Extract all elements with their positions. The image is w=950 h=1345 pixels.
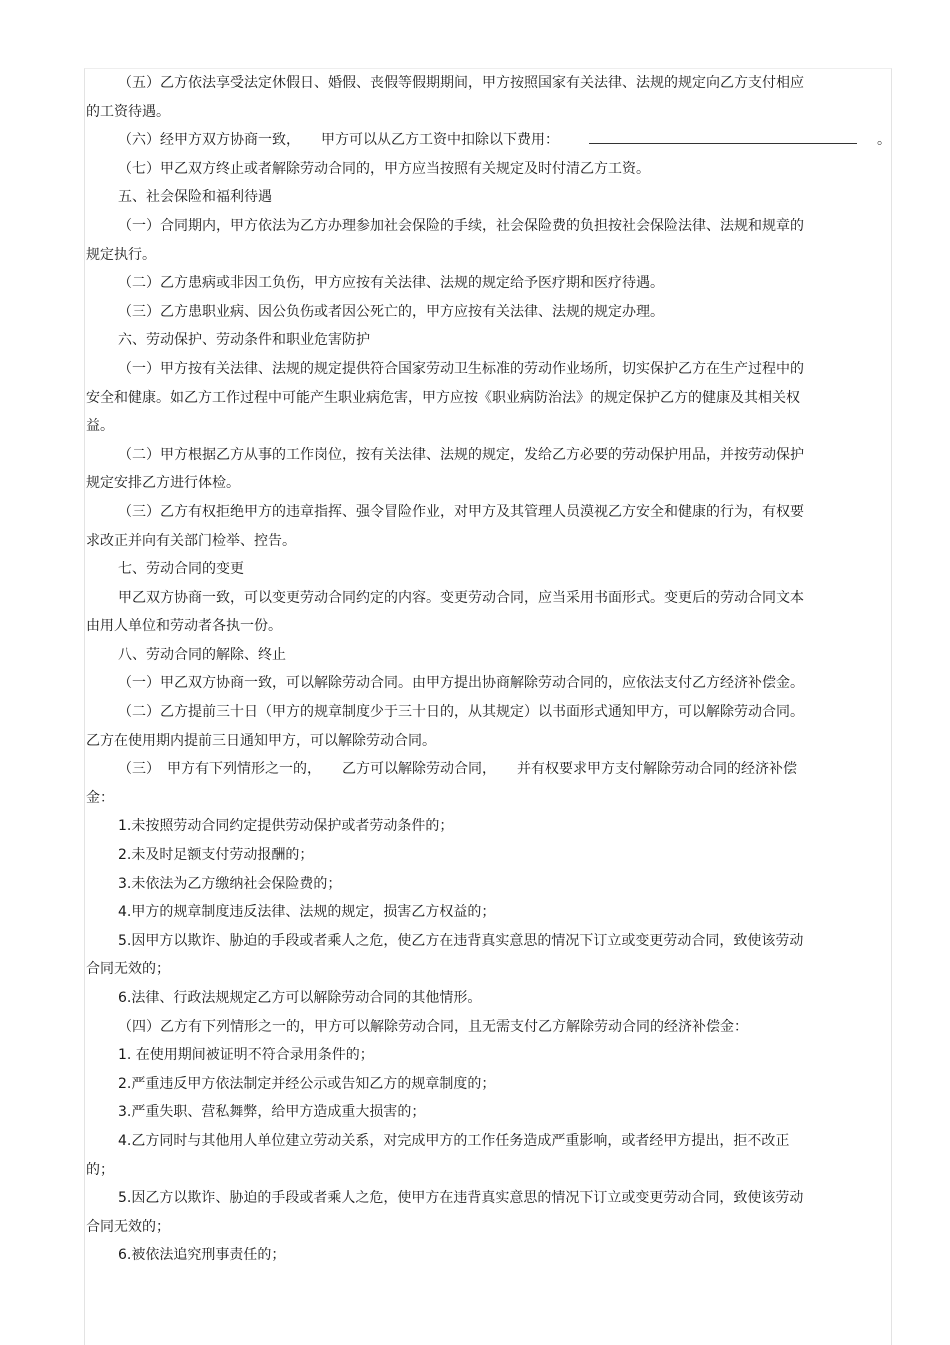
list-item: 3.严重失职、营私舞弊，给甲方造成重大损害的； bbox=[118, 1104, 426, 1121]
section-6-item-1: （一）甲方按有关法律、法规的规定提供符合国家劳动卫生标准的劳动作业场所，切实保护乙方在生产过程中的安全和健康。如乙方工作过程中可能产生职业病危害，甲方应按《职业病防治法》的规定保护乙方的健康及其相关权益。 bbox=[86, 360, 804, 435]
section-8-item-2: （二）乙方提前三十日（甲方的规章制度少于三十日的，从其规定）以书面形式通知甲方，可以解除劳动合同。乙方在使用期内提前三日通知甲方，可以解除劳动合同。 bbox=[86, 704, 804, 749]
section-5-heading: 五、社会保险和福利待遇 bbox=[118, 189, 272, 206]
clause-5-holiday-pay: （五）乙方依法享受法定休假日、婚假、丧假等假期期间，甲方按照国家有关法律、法规的规定向乙方支付相应的工资待遇。 bbox=[86, 75, 804, 120]
section-7-body: 甲乙双方协商一致，可以变更劳动合同约定的内容。变更劳动合同，应当采用书面形式。变更后的劳动合同文本由用人单位和劳动者各执一份。 bbox=[86, 589, 804, 635]
document-body bbox=[86, 69, 891, 1270]
list-item: 2.未及时足额支付劳动报酬的； bbox=[118, 847, 314, 864]
list-item: 1.未按照劳动合同约定提供劳动保护或者劳动条件的； bbox=[118, 818, 454, 835]
section-8-item-3: （三） 甲方有下列情形之一的， 乙方可以解除劳动合同， 并有权要求甲方支付解除劳动合同的经济补偿金： bbox=[86, 761, 797, 806]
section-8-item-1: （一）甲乙双方协商一致，可以解除劳动合同。由甲方提出协商解除劳动合同的，应依法支付乙方经济补偿金。 bbox=[118, 675, 804, 692]
section-5-item-1: （一）合同期内，甲方依法为乙方办理参加社会保险的手续，社会保险费的负担按社会保险法律、法规和规章的规定执行。 bbox=[86, 217, 804, 263]
section-5-item-2: （二）乙方患病或非因工负伤，甲方应按有关法律、法规的规定给予医疗期和医疗待遇。 bbox=[118, 275, 664, 292]
section-8-heading: 八、劳动合同的解除、终止 bbox=[118, 646, 286, 663]
list-item: 6.被依法追究刑事责任的； bbox=[118, 1247, 286, 1264]
clause-6-deduction-text: （六）经甲方双方协商一致， 甲方可以从乙方工资中扣除以下费用： bbox=[118, 132, 559, 149]
section-6-item-2: （二）甲方根据乙方从事的工作岗位，按有关法律、法规的规定，发给乙方必要的劳动保护用品，并按劳动保护规定安排乙方进行体检。 bbox=[86, 446, 804, 492]
list-item: 5.因乙方以欺诈、胁迫的手段或者乘人之危，使甲方在违背真实意思的情况下订立或变更劳动合同，致使该劳动合同无效的； bbox=[86, 1190, 804, 1235]
list-item: 4.甲方的规章制度违反法律、法规的规定，损害乙方权益的； bbox=[118, 904, 496, 921]
list-item: 4.乙方同时与其他用人单位建立劳动关系，对完成甲方的工作任务造成严重影响，或者经甲方提出，拒不改正的； bbox=[86, 1132, 790, 1178]
section-7-heading: 七、劳动合同的变更 bbox=[118, 561, 244, 578]
section-5-item-3: （三）乙方患职业病、因公负伤或者因公死亡的，甲方应按有关法律、法规的规定办理。 bbox=[118, 303, 664, 320]
deduction-end-mark: 。 bbox=[877, 132, 891, 149]
section-8-item-4: （四）乙方有下列情形之一的，甲方可以解除劳动合同，且无需支付乙方解除劳动合同的经济补偿金： bbox=[118, 1018, 748, 1035]
list-item: 2.严重违反甲方依法制定并经公示或告知乙方的规章制度的； bbox=[118, 1075, 496, 1092]
list-item: 1. 在使用期间被证明不符合录用条件的； bbox=[118, 1047, 374, 1064]
section-6-item-3: （三）乙方有权拒绝甲方的违章指挥、强令冒险作业，对甲方及其管理人员漠视乙方安全和健康的行为，有权要求改正并向有关部门检举、控告。 bbox=[86, 503, 804, 549]
clause-7-final-wages: （七）甲乙双方终止或者解除劳动合同的，甲方应当按照有关规定及时付清乙方工资。 bbox=[118, 160, 650, 177]
list-item: 3.未依法为乙方缴纳社会保险费的； bbox=[118, 875, 342, 892]
section-6-heading: 六、劳动保护、劳动条件和职业危害防护 bbox=[118, 332, 370, 349]
list-item: 6.法律、行政法规规定乙方可以解除劳动合同的其他情形。 bbox=[118, 990, 482, 1006]
deduction-blank-line[interactable] bbox=[589, 129, 857, 144]
clause-6-deduction-row bbox=[86, 126, 891, 155]
list-item: 5.因甲方以欺诈、胁迫的手段或者乘人之危，使乙方在违背真实意思的情况下订立或变更劳动合同，致使该劳动合同无效的； bbox=[86, 932, 804, 978]
